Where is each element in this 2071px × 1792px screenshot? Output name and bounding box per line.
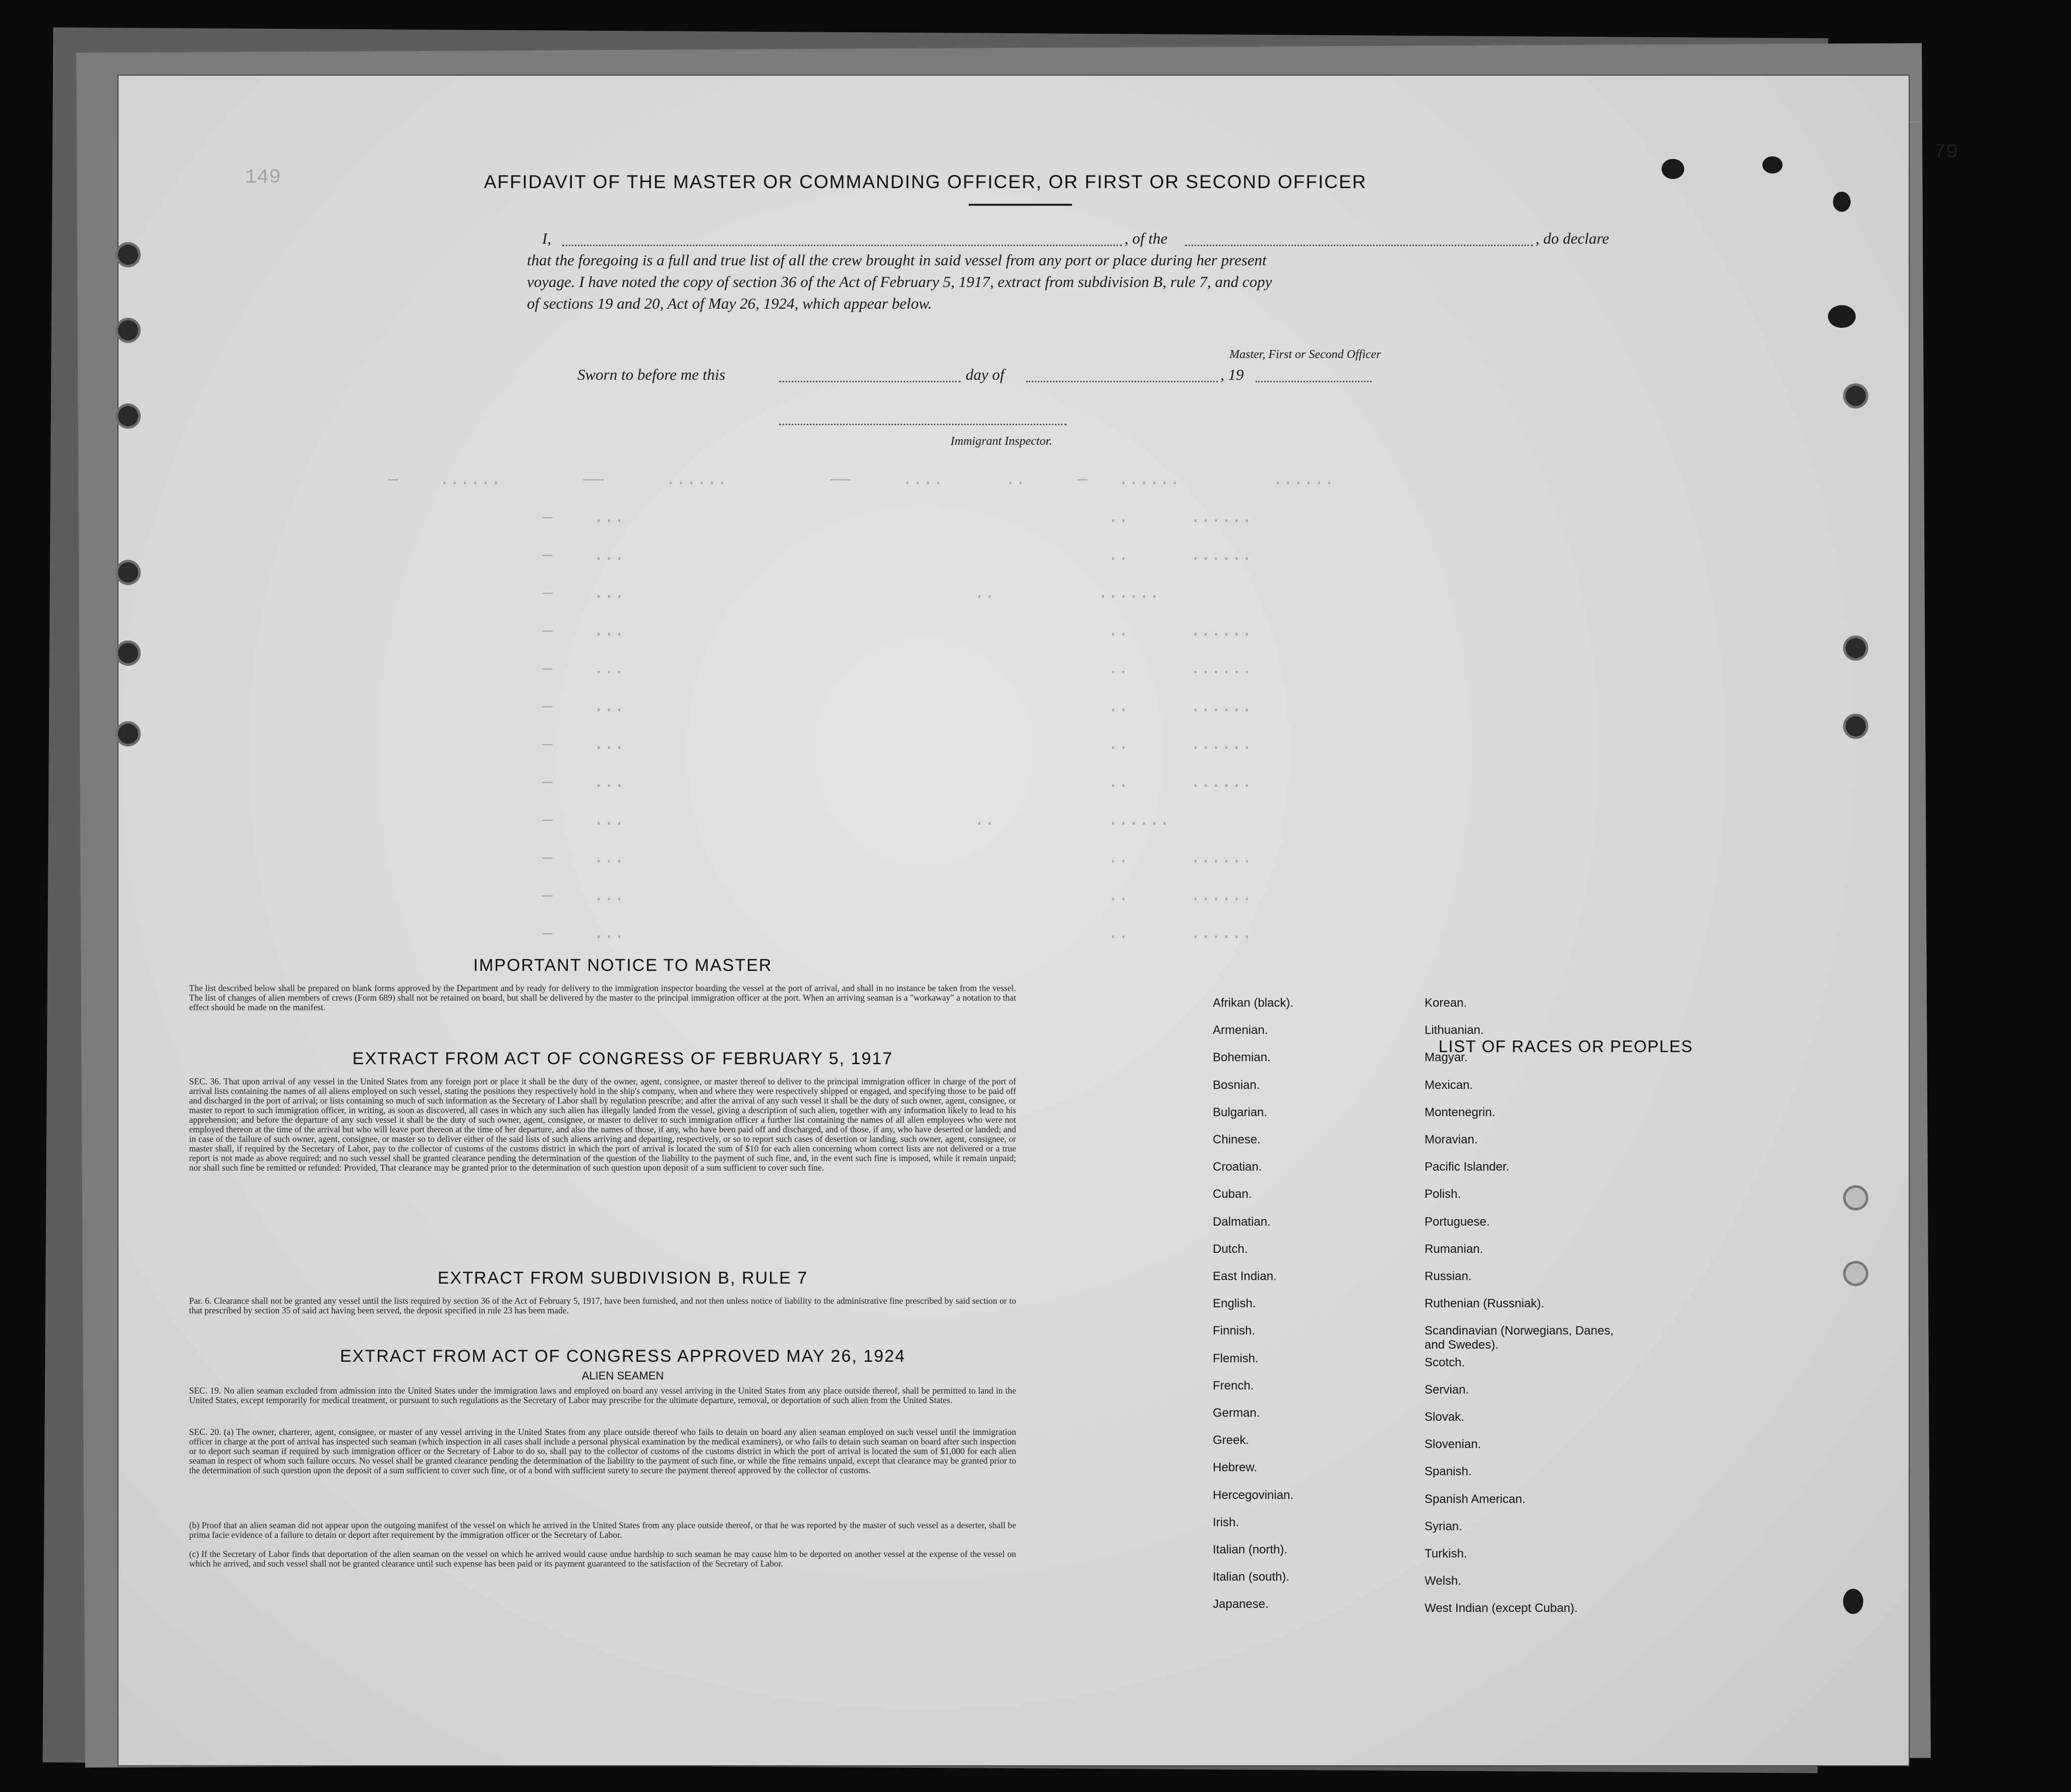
extract-1917-title: EXTRACT FROM ACT OF CONGRESS OF FEBRUARY 5, 1917	[352, 1049, 894, 1068]
race-item: Rumanian.	[1425, 1242, 1484, 1256]
punch-hole	[115, 560, 141, 585]
race-item: Hercegovinian.	[1213, 1488, 1294, 1502]
notice-title: IMPORTANT NOTICE TO MASTER	[473, 956, 773, 975]
punch-hole	[115, 721, 141, 746]
race-item: Cuban.	[1213, 1187, 1252, 1201]
race-item: Polish.	[1425, 1187, 1461, 1201]
race-item: French.	[1213, 1378, 1254, 1393]
race-item: Turkish.	[1425, 1547, 1467, 1560]
name-blank	[562, 245, 1122, 246]
race-item: Japanese.	[1213, 1597, 1269, 1611]
punch-hole	[115, 318, 141, 343]
race-item: Afrikan (black).	[1213, 996, 1294, 1010]
race-item: Scotch.	[1425, 1355, 1465, 1369]
sworn-day-blank	[779, 381, 961, 382]
punch-hole	[1843, 1261, 1868, 1286]
sec20c-text: (c) If the Secretary of Labor finds that deportation of the alien seaman on the vessel on which he arrived would cause undue hardship to such seaman he may cause him to be deported on another vessel at the expense of the vessel on which he arrived, and such vessel shall not be granted clearance until such expense has been paid or its payment guaranteed to the satisfaction of the Secretary of Labor.	[189, 1549, 1016, 1569]
bleed-through-text: 149	[245, 166, 281, 189]
sworn-prefix: Sworn to before me this	[577, 366, 726, 383]
sworn-year-blank	[1256, 381, 1372, 382]
race-item: Ruthenian (Russniak).	[1425, 1297, 1545, 1311]
sec19-text: SEC. 19. No alien seaman excluded from admission into the United States under the immigration laws and employed on board any vessel arriving in the United States from any place outside thereof, shall be permitted to land in the United States, except temporarily for medical treatment, or pursuant to such regulations as the Secretary of Labor may prescribe for the ultimate departure, removal, or deportation of such alien from the United States.	[189, 1385, 1016, 1405]
punch-hole	[115, 242, 141, 267]
punch-hole	[115, 403, 141, 429]
race-item: Spanish.	[1425, 1465, 1472, 1479]
punch-hole	[1843, 1185, 1868, 1210]
race-item: Slovak.	[1425, 1410, 1464, 1424]
manifest-page	[119, 76, 1959, 1765]
race-item: Irish.	[1213, 1515, 1239, 1529]
sec20b-text: (b) Proof that an alien seaman did not appear upon the outgoing manifest of the vessel on which he arrived in the United States from any place outside thereof, or that he was reported by the master of such vessel as a deserter, shall be prima facie evidence of a failure to detain or deport after requirement by the immigration officer or the Secretary of Labor.	[189, 1520, 1016, 1540]
title-divider	[969, 204, 1072, 206]
sworn-month-blank	[1026, 381, 1218, 382]
inspector-label: Immigrant Inspector.	[951, 435, 1052, 448]
race-item: Chinese.	[1213, 1133, 1261, 1146]
vessel-blank	[1185, 245, 1533, 246]
punch-hole	[1843, 383, 1868, 409]
races-title: LIST OF RACES OR PEOPLES	[1438, 1037, 1693, 1056]
sworn-year-label: , 19	[1220, 366, 1244, 383]
race-item: Montenegrin.	[1425, 1105, 1496, 1119]
race-item: Welsh.	[1425, 1574, 1461, 1588]
affidavit-line-3: voyage. I have noted the copy of section 36 of the Act of February 5, 1917, extract from subdivision B, rule 7, and copy	[527, 273, 1272, 291]
race-item: Bohemian.	[1213, 1051, 1271, 1065]
inspector-signature-blank	[779, 424, 1067, 425]
race-item: Scandinavian (Norwegians, Danes, and Swedes).	[1425, 1324, 1614, 1352]
race-item: Italian (north).	[1213, 1543, 1288, 1556]
extract-1917-text: SEC. 36. That upon arrival of any vessel in the United States from any foreign port or place it shall be the duty of the owner, agent, consignee, or master thereof to deliver to the principal immigration officer in charge of the port of arrival lists containing the names of all aliens employed on such vessel, stating the positions they respectively hold in the ship's company, when and where they were respectively shipped or engaged, and specifying those to be paid off and discharged in the port of arrival; or lists containing so much of such information as the Secretary of Labor shall by regulation prescribe; and after the arrival of any such vessel it shall be the duty of such owner, agent, consignee, or master to report to such immigration officer, in writing, as soon as discovered, all cases in which any such alien has illegally landed from the vessel, giving a description of such alien, together with any information likely to lead to his apprehension; and before the departure of any such vessel it shall be the duty of such owner, agent, consignee, or master to deliver to such immigration officer a further list containing the names of all alien employees who were not employed thereon at the time of the arrival but who will leave port thereon at the time of her departure, and also the names of those, if any, who have been paid off and discharged, and of those, if any, who have deserted or landed; and in case of the failure of such owner, agent, consignee, or master so to deliver either of the said lists of such aliens arriving and departing, respectively, or so to report such cases of desertion or landing, such owner, agent, consignee, or master shall, if required by the Secretary of Labor, pay to the collector of customs of the customs district in which the port of arrival is located the sum of $10 for each alien concerning whom correct lists are not delivered or a true report is not made as above required; and no such vessel shall be granted clearance pending the determination of the question of the liability to the payment of such fine, and, in the event such fine is imposed, while it remain unpaid; nor shall such fine be remitted or refunded: Provided, That clearance may be granted prior to the determination of such question upon deposit of a sum sufficient to cover such fine.	[189, 1076, 1016, 1173]
race-item: Magyar.	[1425, 1051, 1468, 1065]
race-item: Mexican.	[1425, 1078, 1473, 1092]
affidavit-line-2: that the foregoing is a full and true list of all the crew brought in said vessel from any port or place during her present	[527, 251, 1267, 269]
punch-hole	[1843, 635, 1868, 661]
race-item: Bosnian.	[1213, 1078, 1260, 1092]
notice-text: The list described below shall be prepared on blank forms approved by the Department and by ready for delivery to the immigration inspector boarding the vessel at the port of arrival, and shall in no instance be taken from the vessel. The list of changes of alien members of crews (Form 689) shall not be retained on board, but shall be delivered by the master to the principal immigration officer at the port. When an arriving seaman is a "workaway" a notation to that effect should be made on the manifest.	[189, 983, 1016, 1012]
race-item: Spanish American.	[1425, 1492, 1526, 1506]
race-item: Bulgarian.	[1213, 1105, 1268, 1119]
ink-smudge	[1828, 305, 1856, 328]
affidavit-line-1-i: I,	[542, 229, 552, 247]
race-item: English.	[1213, 1297, 1256, 1311]
race-item: Croatian.	[1213, 1160, 1262, 1174]
race-item: Portuguese.	[1425, 1215, 1490, 1229]
race-item: Pacific Islander.	[1425, 1160, 1510, 1174]
affidavit-line-4: of sections 19 and 20, Act of May 26, 1924, which appear below.	[527, 295, 932, 312]
ink-smudge	[1762, 156, 1783, 174]
sworn-day-label: day of	[966, 366, 1004, 383]
affidavit-title: AFFIDAVIT OF THE MASTER OR COMMANDING OFFICER, OR FIRST OR SECOND OFFICER	[484, 171, 1367, 192]
ink-smudge	[1843, 1589, 1863, 1614]
race-item: Moravian.	[1425, 1133, 1478, 1146]
race-item: Finnish.	[1213, 1324, 1256, 1338]
race-item: West Indian (except Cuban).	[1425, 1601, 1578, 1615]
extract-1924-title: EXTRACT FROM ACT OF CONGRESS APPROVED MAY 26, 1924	[340, 1347, 906, 1366]
punch-hole	[1843, 714, 1868, 739]
race-item: Dutch.	[1213, 1242, 1248, 1256]
race-item: German.	[1213, 1406, 1260, 1420]
master-signature-label: Master, First or Second Officer	[1229, 348, 1381, 361]
race-item: Lithuanian.	[1425, 1023, 1484, 1037]
alien-seamen-subtitle: ALIEN SEAMEN	[581, 1369, 664, 1382]
race-item: Servian.	[1425, 1382, 1469, 1397]
ink-smudge	[1662, 159, 1684, 179]
race-item: East Indian.	[1213, 1269, 1277, 1283]
punch-hole	[115, 641, 141, 666]
affidavit-line-1-declare: , do declare	[1535, 229, 1610, 247]
affidavit-line-1-of: , of the	[1125, 229, 1168, 247]
race-item: Syrian.	[1425, 1519, 1462, 1533]
bleed-through-text: 79	[1934, 141, 1959, 164]
race-item: Hebrew.	[1213, 1461, 1258, 1475]
rule7-title: EXTRACT FROM SUBDIVISION B, RULE 7	[437, 1268, 808, 1288]
ink-smudge	[1833, 192, 1851, 212]
race-item: Korean.	[1425, 996, 1467, 1010]
race-item: Italian (south).	[1213, 1570, 1290, 1584]
race-item: Dalmatian.	[1213, 1215, 1271, 1229]
race-item: Armenian.	[1213, 1023, 1268, 1037]
bleed-through-rows: — ...... —— ...... —— .... .. — ...... ...... — ... .. ...... — ... .. ...... — ... .. ...... — ... .. ...... — ... .. ...... — ... .. ...... — ... .. ...... — ... .. ...... — ... .. ...... — ... .. ...... — ... .. ...... — ... .. ......	[388, 471, 1335, 944]
sec20a-text: SEC. 20. (a) The owner, charterer, agent, consignee, or master of any vessel arriving in the United States from any place outside thereof who fails to detain on board any alien seaman employed on such vessel until the immigration officer in charge at the port of arrival has inspected such seaman (which inspection in all cases shall include a personal physical examination by the medical examiners), or who fails to detain such seaman on board after such inspection or to deport such seaman if required by such immigration officer or the Secretary of Labor to do so, shall pay to the collector of customs of the customs district in which the port of arrival is located the sum of $1,000 for each alien seaman in respect of whom such failure occurs. No vessel shall be granted clearance pending the determination of the liability to the payment of such fine, or while the fine remains unpaid, except that clearance may be granted prior to the determination of such question upon the deposit of a sum sufficient to cover such fine, or of a bond with sufficient surety to secure the payment thereof approved by the collector of customs.	[189, 1427, 1016, 1475]
race-item: Slovenian.	[1425, 1437, 1482, 1452]
race-item: Flemish.	[1213, 1351, 1259, 1365]
rule7-text: Par. 6. Clearance shall not be granted any vessel until the lists required by section 36 of the Act of February 5, 1917, have been furnished, and not then unless notice of liability to the administrative fine prescribed by said section or to that prescribed by section 35 of said act having been served, the deposit specified in rule 23 has been made.	[189, 1296, 1016, 1315]
race-item: Russian.	[1425, 1269, 1472, 1283]
race-item: Greek.	[1213, 1433, 1250, 1448]
